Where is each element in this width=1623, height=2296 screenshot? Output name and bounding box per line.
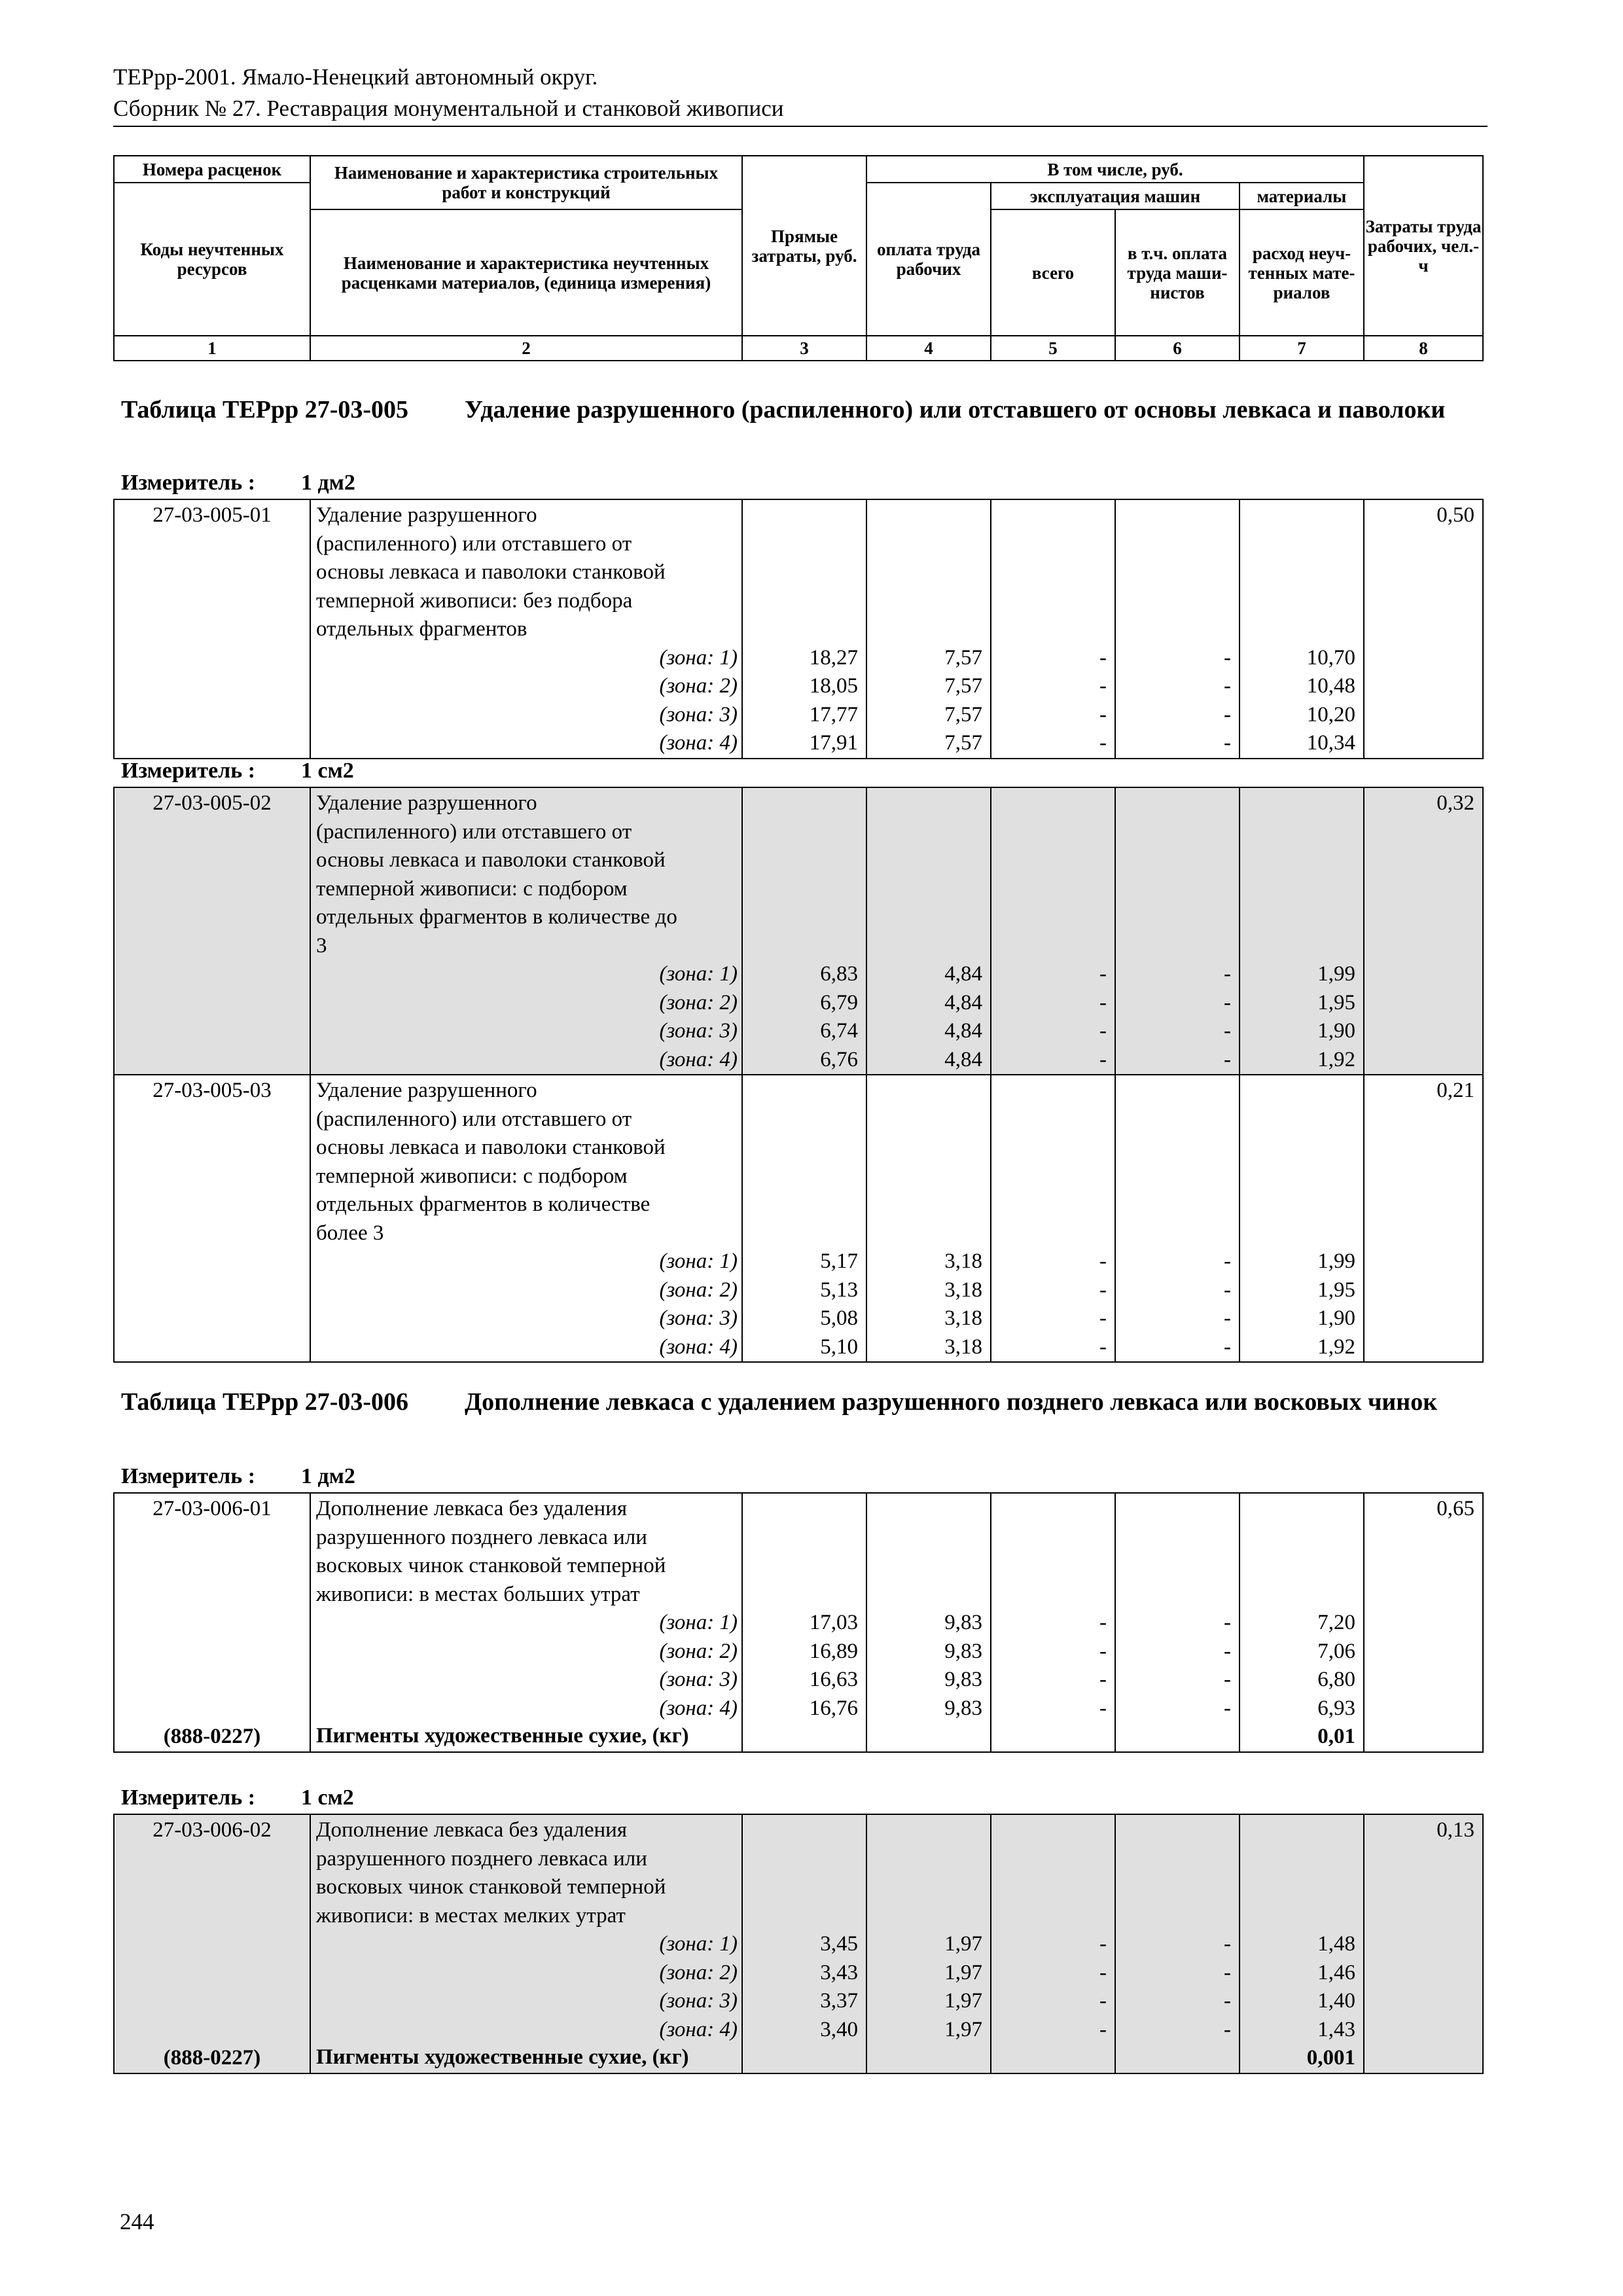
rate-code: 27-03-005-03 <box>114 1075 310 1362</box>
direct-costs-cell: 6,83 6,79 6,74 6,76 <box>742 787 866 1075</box>
table-row <box>114 1814 1483 2073</box>
rate-description: Дополнение левкаса без удаления разрушенного позднего левкаса или восковых чинок станковой темперной живописи: в местах мелких утрат (зона: 1) (зона: 2) (зона: 3) (зона: 4) Пигменты художественные сухие, (кг) <box>310 1814 742 2073</box>
rate-code: 27-03-006-01 (888-0227) <box>114 1493 310 1752</box>
column-header-table <box>113 155 1484 361</box>
zone-label: (зона: 4) <box>659 1696 738 1720</box>
labor-pay-cell: 1,97 1,97 1,97 1,97 <box>866 1814 991 2073</box>
table-id: Таблица ТЕРрр 27-03-005 <box>121 396 409 423</box>
direct-costs-cell: 3,45 3,43 3,37 3,40 <box>742 1814 866 2073</box>
table-row <box>114 1075 1483 1362</box>
materials-cell: 10,70 10,48 10,20 10,34 <box>1240 499 1364 759</box>
zone-label: (зона: 1) <box>659 962 738 986</box>
col-number: 6 <box>1115 336 1240 361</box>
col-material-name: Наименование и характеристика неучтенных расценками материалов, (единица измерения) <box>310 209 742 336</box>
machines-total-cell: - - - - <box>991 1814 1115 2073</box>
zone-label: (зона: 1) <box>659 1932 738 1956</box>
table-row <box>114 1493 1483 1752</box>
rate-description: Удаление разрушенного (распиленного) или отставшего от основы левкаса и паволоки станковой темперной живописи: без подбора отдельных фрагментов (зона: 1) (зона: 2) (зона: 3) (зона: 4) <box>310 499 742 759</box>
resource-amount: 0,001 <box>1306 2046 1355 2070</box>
col-incl: В том числе, руб. <box>866 156 1364 183</box>
resource-name: Пигменты художественные сухие, (кг) <box>316 2045 689 2069</box>
zone-label: (зона: 4) <box>659 1335 738 1359</box>
col-machines: эксплуатация машин <box>991 183 1240 209</box>
zone-label: (зона: 4) <box>659 1047 738 1071</box>
table-title-27-03-006 <box>121 1388 1482 1417</box>
zone-label: (зона: 3) <box>659 1306 738 1330</box>
resource-code: (888-0227) <box>163 1725 261 1748</box>
zone-label: (зона: 3) <box>659 1989 738 2013</box>
col-number: 8 <box>1364 336 1483 361</box>
measure-unit-row <box>121 1785 354 1811</box>
zone-label: (зона: 4) <box>659 731 738 755</box>
measure-label: Измеритель : <box>121 759 256 783</box>
running-header-title: ТЕРрр-2001. Ямало-Ненецкий автономный округ. <box>113 64 598 90</box>
machinist-pay-cell: - - - - <box>1115 1493 1240 1752</box>
labor-costs-cell: 0,13 <box>1364 1814 1483 2073</box>
col-labor-pay: оплата труда рабочих <box>866 183 991 336</box>
resource-code: (888-0227) <box>163 2046 261 2070</box>
rate-code: 27-03-005-02 <box>114 787 310 1075</box>
labor-costs-cell: 0,32 <box>1364 787 1483 1075</box>
col-resource-codes: Коды неучтенных ресурсов <box>114 183 310 336</box>
measure-unit: 1 см2 <box>301 1785 354 1810</box>
zone-label: (зона: 3) <box>659 1019 738 1043</box>
zone-label: (зона: 2) <box>659 1639 738 1663</box>
labor-pay-cell: 3,18 3,18 3,18 3,18 <box>866 1075 991 1362</box>
col-direct-costs: Прямые затраты, руб. <box>742 156 866 336</box>
rate-code: 27-03-006-02 (888-0227) <box>114 1814 310 2073</box>
machines-total-cell: - - - - <box>991 499 1115 759</box>
measure-unit-row <box>121 470 355 496</box>
zone-label: (зона: 4) <box>659 2017 738 2041</box>
labor-pay-cell: 9,83 9,83 9,83 9,83 <box>866 1493 991 1752</box>
direct-costs-cell: 18,27 18,05 17,77 17,91 <box>742 499 866 759</box>
col-work-name: Наименование и характеристика строительных работ и конструкций <box>310 156 742 209</box>
rate-description: Удаление разрушенного (распиленного) или отставшего от основы левкаса и паволоки станковой темперной живописи: с подбором отдельных фрагментов в количестве более 3 (зона: 1) (зона: 2) (зона: 3) (зона: 4) <box>310 1075 742 1362</box>
zone-label: (зона: 1) <box>659 1249 738 1273</box>
rate-table-27-03-005-01 <box>113 499 1484 759</box>
measure-unit-row <box>121 1463 355 1490</box>
table-row <box>114 787 1483 1075</box>
machinist-pay-cell: - - - - <box>1115 1075 1240 1362</box>
measure-label: Измеритель : <box>121 471 256 495</box>
zone-label: (зона: 2) <box>659 1278 738 1302</box>
table-name: Дополнение левкаса с удалением разрушенного позднего левкаса или восковых чинок <box>465 1388 1438 1416</box>
materials-cell: 1,99 1,95 1,90 1,92 <box>1240 1075 1364 1362</box>
machinist-pay-cell: - - - - <box>1115 1814 1240 2073</box>
rate-table-27-03-005-02-03 <box>113 787 1484 1363</box>
rate-code: 27-03-005-01 <box>114 499 310 759</box>
machinist-pay-cell: - - - - <box>1115 499 1240 759</box>
zone-label: (зона: 2) <box>659 1960 738 1984</box>
resource-name: Пигменты художественные сухие, (кг) <box>316 1724 689 1748</box>
col-machinist-pay: в т.ч. оплата труда маши-нистов <box>1115 209 1240 336</box>
measure-unit: 1 см2 <box>301 759 354 783</box>
machines-total-cell: - - - - <box>991 787 1115 1075</box>
table-id: Таблица ТЕРрр 27-03-006 <box>121 1388 409 1416</box>
direct-costs-cell: 5,17 5,13 5,08 5,10 <box>742 1075 866 1362</box>
col-number: 7 <box>1240 336 1364 361</box>
rate-table-27-03-006-01 <box>113 1492 1484 1753</box>
col-labor-costs: Затраты труда рабочих, чел.-ч <box>1364 156 1483 336</box>
zone-label: (зона: 2) <box>659 990 738 1014</box>
col-rate-numbers: Номера расценок <box>114 156 310 183</box>
table-name: Удаление разрушенного (распиленного) или отставшего от основы левкаса и паволоки <box>465 396 1446 423</box>
rate-description: Дополнение левкаса без удаления разрушенного позднего левкаса или восковых чинок станковой темперной живописи: в местах больших утрат (зона: 1) (зона: 2) (зона: 3) (зона: 4) Пигменты художественные сухие, (кг) <box>310 1493 742 1752</box>
labor-costs-cell: 0,21 <box>1364 1075 1483 1362</box>
col-number: 4 <box>866 336 991 361</box>
col-materials: материалы <box>1240 183 1364 209</box>
labor-costs-cell: 0,65 <box>1364 1493 1483 1752</box>
direct-costs-cell: 17,03 16,89 16,63 16,76 <box>742 1493 866 1752</box>
labor-pay-cell: 7,57 7,57 7,57 7,57 <box>866 499 991 759</box>
zone-label: (зона: 3) <box>659 702 738 726</box>
table-title-27-03-005 <box>121 395 1482 425</box>
zone-label: (зона: 1) <box>659 645 738 670</box>
page-number: 244 <box>120 2209 154 2234</box>
labor-costs-cell: 0,50 <box>1364 499 1483 759</box>
materials-cell: 1,99 1,95 1,90 1,92 <box>1240 787 1364 1075</box>
zone-label: (зона: 2) <box>659 674 738 698</box>
table-row <box>114 499 1483 759</box>
measure-label: Измеритель : <box>121 1785 256 1810</box>
col-number: 3 <box>742 336 866 361</box>
materials-cell: 1,48 1,46 1,40 1,43 0,001 <box>1240 1814 1364 2073</box>
machines-total-cell: - - - - <box>991 1075 1115 1362</box>
rate-table-27-03-006-02 <box>113 1814 1484 2074</box>
col-machines-total: всего <box>991 209 1115 336</box>
running-header-subtitle: Сборник № 27. Реставрация монументальной и станковой живописи <box>113 96 784 121</box>
col-number: 2 <box>310 336 742 361</box>
measure-unit: 1 дм2 <box>301 1464 355 1488</box>
col-number: 5 <box>991 336 1115 361</box>
col-number: 1 <box>114 336 310 361</box>
resource-amount: 0,01 <box>1317 1725 1355 1748</box>
measure-unit: 1 дм2 <box>301 471 355 495</box>
zone-label: (зона: 1) <box>659 1611 738 1634</box>
measure-label: Измеритель : <box>121 1464 256 1488</box>
header-rule <box>113 126 1488 127</box>
rate-description: Удаление разрушенного (распиленного) или отставшего от основы левкаса и паволоки станковой темперной живописи: с подбором отдельных фрагментов в количестве до 3 (зона: 1) (зона: 2) (зона: 3) (зона: 4) <box>310 787 742 1075</box>
measure-unit-row <box>121 758 354 784</box>
zone-label: (зона: 3) <box>659 1668 738 1691</box>
labor-pay-cell: 4,84 4,84 4,84 4,84 <box>866 787 991 1075</box>
machines-total-cell: - - - - <box>991 1493 1115 1752</box>
col-materials-unaccounted: расход неуч-тенных мате-риалов <box>1240 209 1364 336</box>
materials-cell: 7,20 7,06 6,80 6,93 0,01 <box>1240 1493 1364 1752</box>
machinist-pay-cell: - - - - <box>1115 787 1240 1075</box>
